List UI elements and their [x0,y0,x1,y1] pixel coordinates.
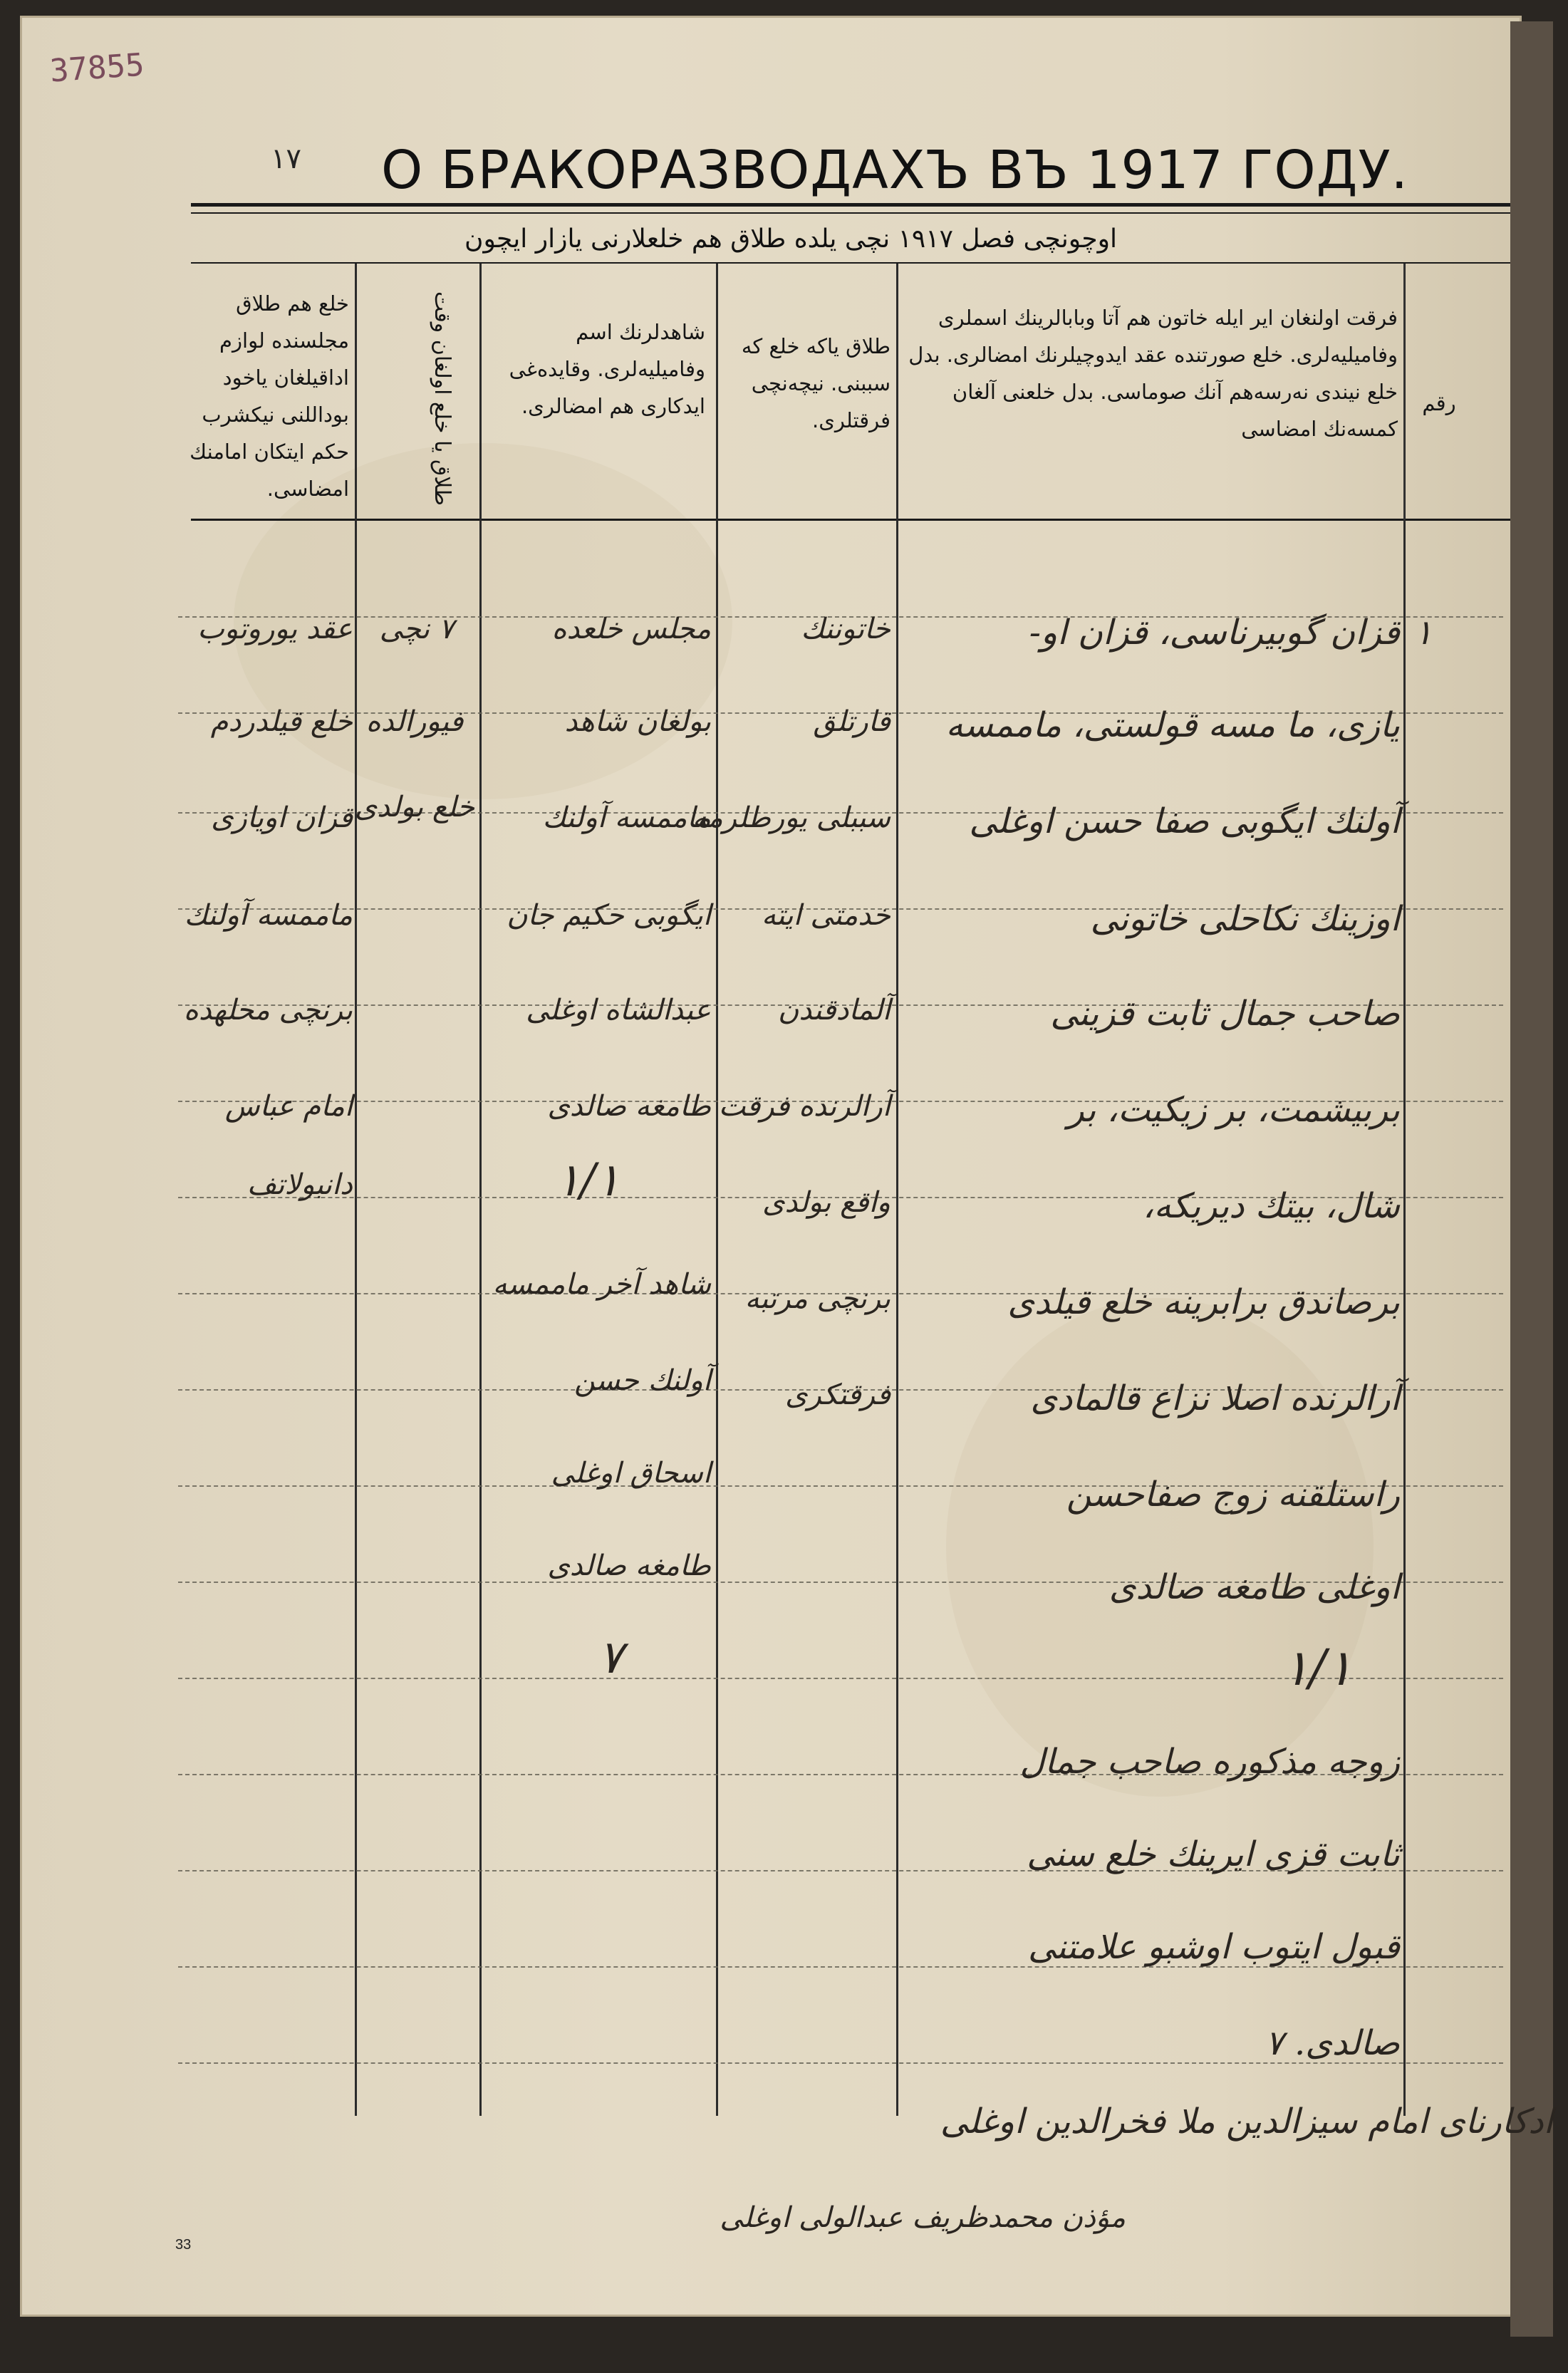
reason-line: واقع بولدی [762,1186,891,1219]
column-divider [355,264,357,2116]
acceptance-line: ثابت قزی ایرینك خلع سنی [1027,1834,1400,1874]
witness-line: آولنك حسن [574,1364,711,1397]
reason-line: فرقتکری [785,1378,891,1411]
imam-line: ماممسه آولنك [184,899,353,932]
signature-muezzin: مؤذن محمدظریف عبدالولی اوغلی [720,2201,1126,2234]
imam-line: قزان اویازی [211,801,353,834]
column-divider [896,264,898,2116]
section-subtitle: اوچونچی فصل ١٩١٧ نچی یلده طلاق هم خلعلارنی یازار ایچون [464,224,1117,254]
header-date: طلاق یا خلع اولغان وقت [430,291,455,507]
acceptance-line: صالدی. ٧ [1265,2023,1400,2063]
column-divider [479,264,482,2116]
witness-mark: ٧ [598,1631,623,1684]
imam-line: امام عباس [224,1090,353,1123]
parties-line: اوزینك نکاحلی خاتونی [1090,899,1400,939]
archive-number: 37855 [48,46,146,90]
column-divider [1403,264,1406,2116]
imam-line: عقد یوروتوب [197,613,353,645]
witness-line: طامغه صالدی [547,1549,711,1582]
parties-line: برصاندق برابرینه خلع قیلدی [1007,1282,1400,1322]
witness-line: اسحاق اوغلی [551,1457,711,1490]
title-rule-thin [191,212,1510,214]
signature-imam: ادکارنای امام سیزالدین ملا فخرالدین اوغلی [940,2102,1553,2141]
header-rakam: رقم [1422,391,1456,415]
acceptance-line: زوجه مذکوره صاحب جمال [1019,1742,1400,1782]
page-marker: ١٧ [271,142,301,175]
parties-line: قزان گوبیرناسی، قزان او- [1029,613,1400,653]
reason-line: برنچی مرتبه [744,1282,891,1315]
witness-line: عبدالشاه اوغلی [526,994,711,1027]
parties-line: راستلقنه زوج صفاحسن [1066,1475,1400,1515]
reason-line: خدمتی ایته [761,899,891,932]
parties-line: صاحب جمال ثابت قزینی [1050,994,1400,1034]
header-parties: فرقت اولنغان ایر ایله خاتون هم آتا وبابا‌لرینك اسملری وفامیلیه‌لری. خلع صورتنده عقد ایدوچیلرنك امضالری. بدل خلع نیندی نه‌رسه‌هم آنك صوماسی. بدل خلعنی آلغان کمسه‌نك امضاسی [908,306,1398,441]
reason-line: آرالرنده فرقت [718,1090,891,1123]
parties-line: آولنك ایگوبی صفا حسن اوغلی [969,801,1400,841]
header-bottom-rule [191,519,1510,521]
imam-signature: دانبولاتف [246,1168,353,1201]
date-line: ٧ نچی [379,613,455,645]
parties-line: یازی، ما مسه قولستی، ماممسه [945,705,1400,745]
reason-line: آلمادقندن [778,994,891,1027]
paper-stain [946,1298,1374,1797]
date-line: فیورالده [365,705,464,738]
witness-line: مجلس خلعده [551,613,711,645]
witness-line: طامغه صالدی [547,1090,711,1123]
date-line: خلع بولدی [354,791,475,824]
witness-line: ایگوبی حکیم جان [507,899,711,932]
witness-line: بولغان شاهد [564,705,711,738]
witness-line: شاهد آخر ماممسه [492,1268,711,1301]
imam-line: خلع قیلدردم [210,705,353,738]
printed-page-number: 33 [175,2237,192,2253]
acceptance-line: قبول ایتوب اوشبو علامتنی [1027,1927,1400,1967]
parties-line: اوغلی طامغه صالدی [1108,1567,1400,1607]
parties-line: بربیشمت، بر زیکیت، بر [1067,1090,1400,1130]
reason-line: سببلی یورطلرمه [692,801,891,834]
entry-number: ١ [1414,613,1433,653]
column-divider [716,264,718,2116]
parties-line: شال، بیتك دیریکه، [1143,1186,1400,1226]
page-title: О БРАКОРАЗВОДАХЪ ВЪ 1917 ГОДУ. [381,140,1409,201]
header-reason: طلاق یاکه خلع که سببنی. نیچه‌نچی فرقتلری. [741,334,891,432]
parties-line: آرالرنده اصلا نزاع قالمادی [1030,1378,1400,1418]
header-witnesses: شاهدلرنك اسم وفامیلیه‌لری. وقاید‌ه‌غی ایدکاری هم امضالری. [509,320,705,418]
reason-line: خاتوننك [801,613,891,645]
witness-mark: ١/١ [556,1154,621,1207]
column-divider [1403,264,1405,520]
book-edge [1510,21,1553,2337]
witness-line: ماممسه آولنك [542,801,711,834]
reason-line: قارتلق [813,705,891,738]
subtitle-rule [191,262,1510,264]
imam-line: برنچی محلهده [183,994,353,1027]
header-imam: خلع هم طلاق مجلسنده لوازم اداقیلغان یاخود بوداللنی نیکشرب حکم ایتکان امامنك امضاسی. [189,291,349,501]
title-rule [191,203,1510,207]
parties-mark: ١/١ [1282,1639,1353,1697]
